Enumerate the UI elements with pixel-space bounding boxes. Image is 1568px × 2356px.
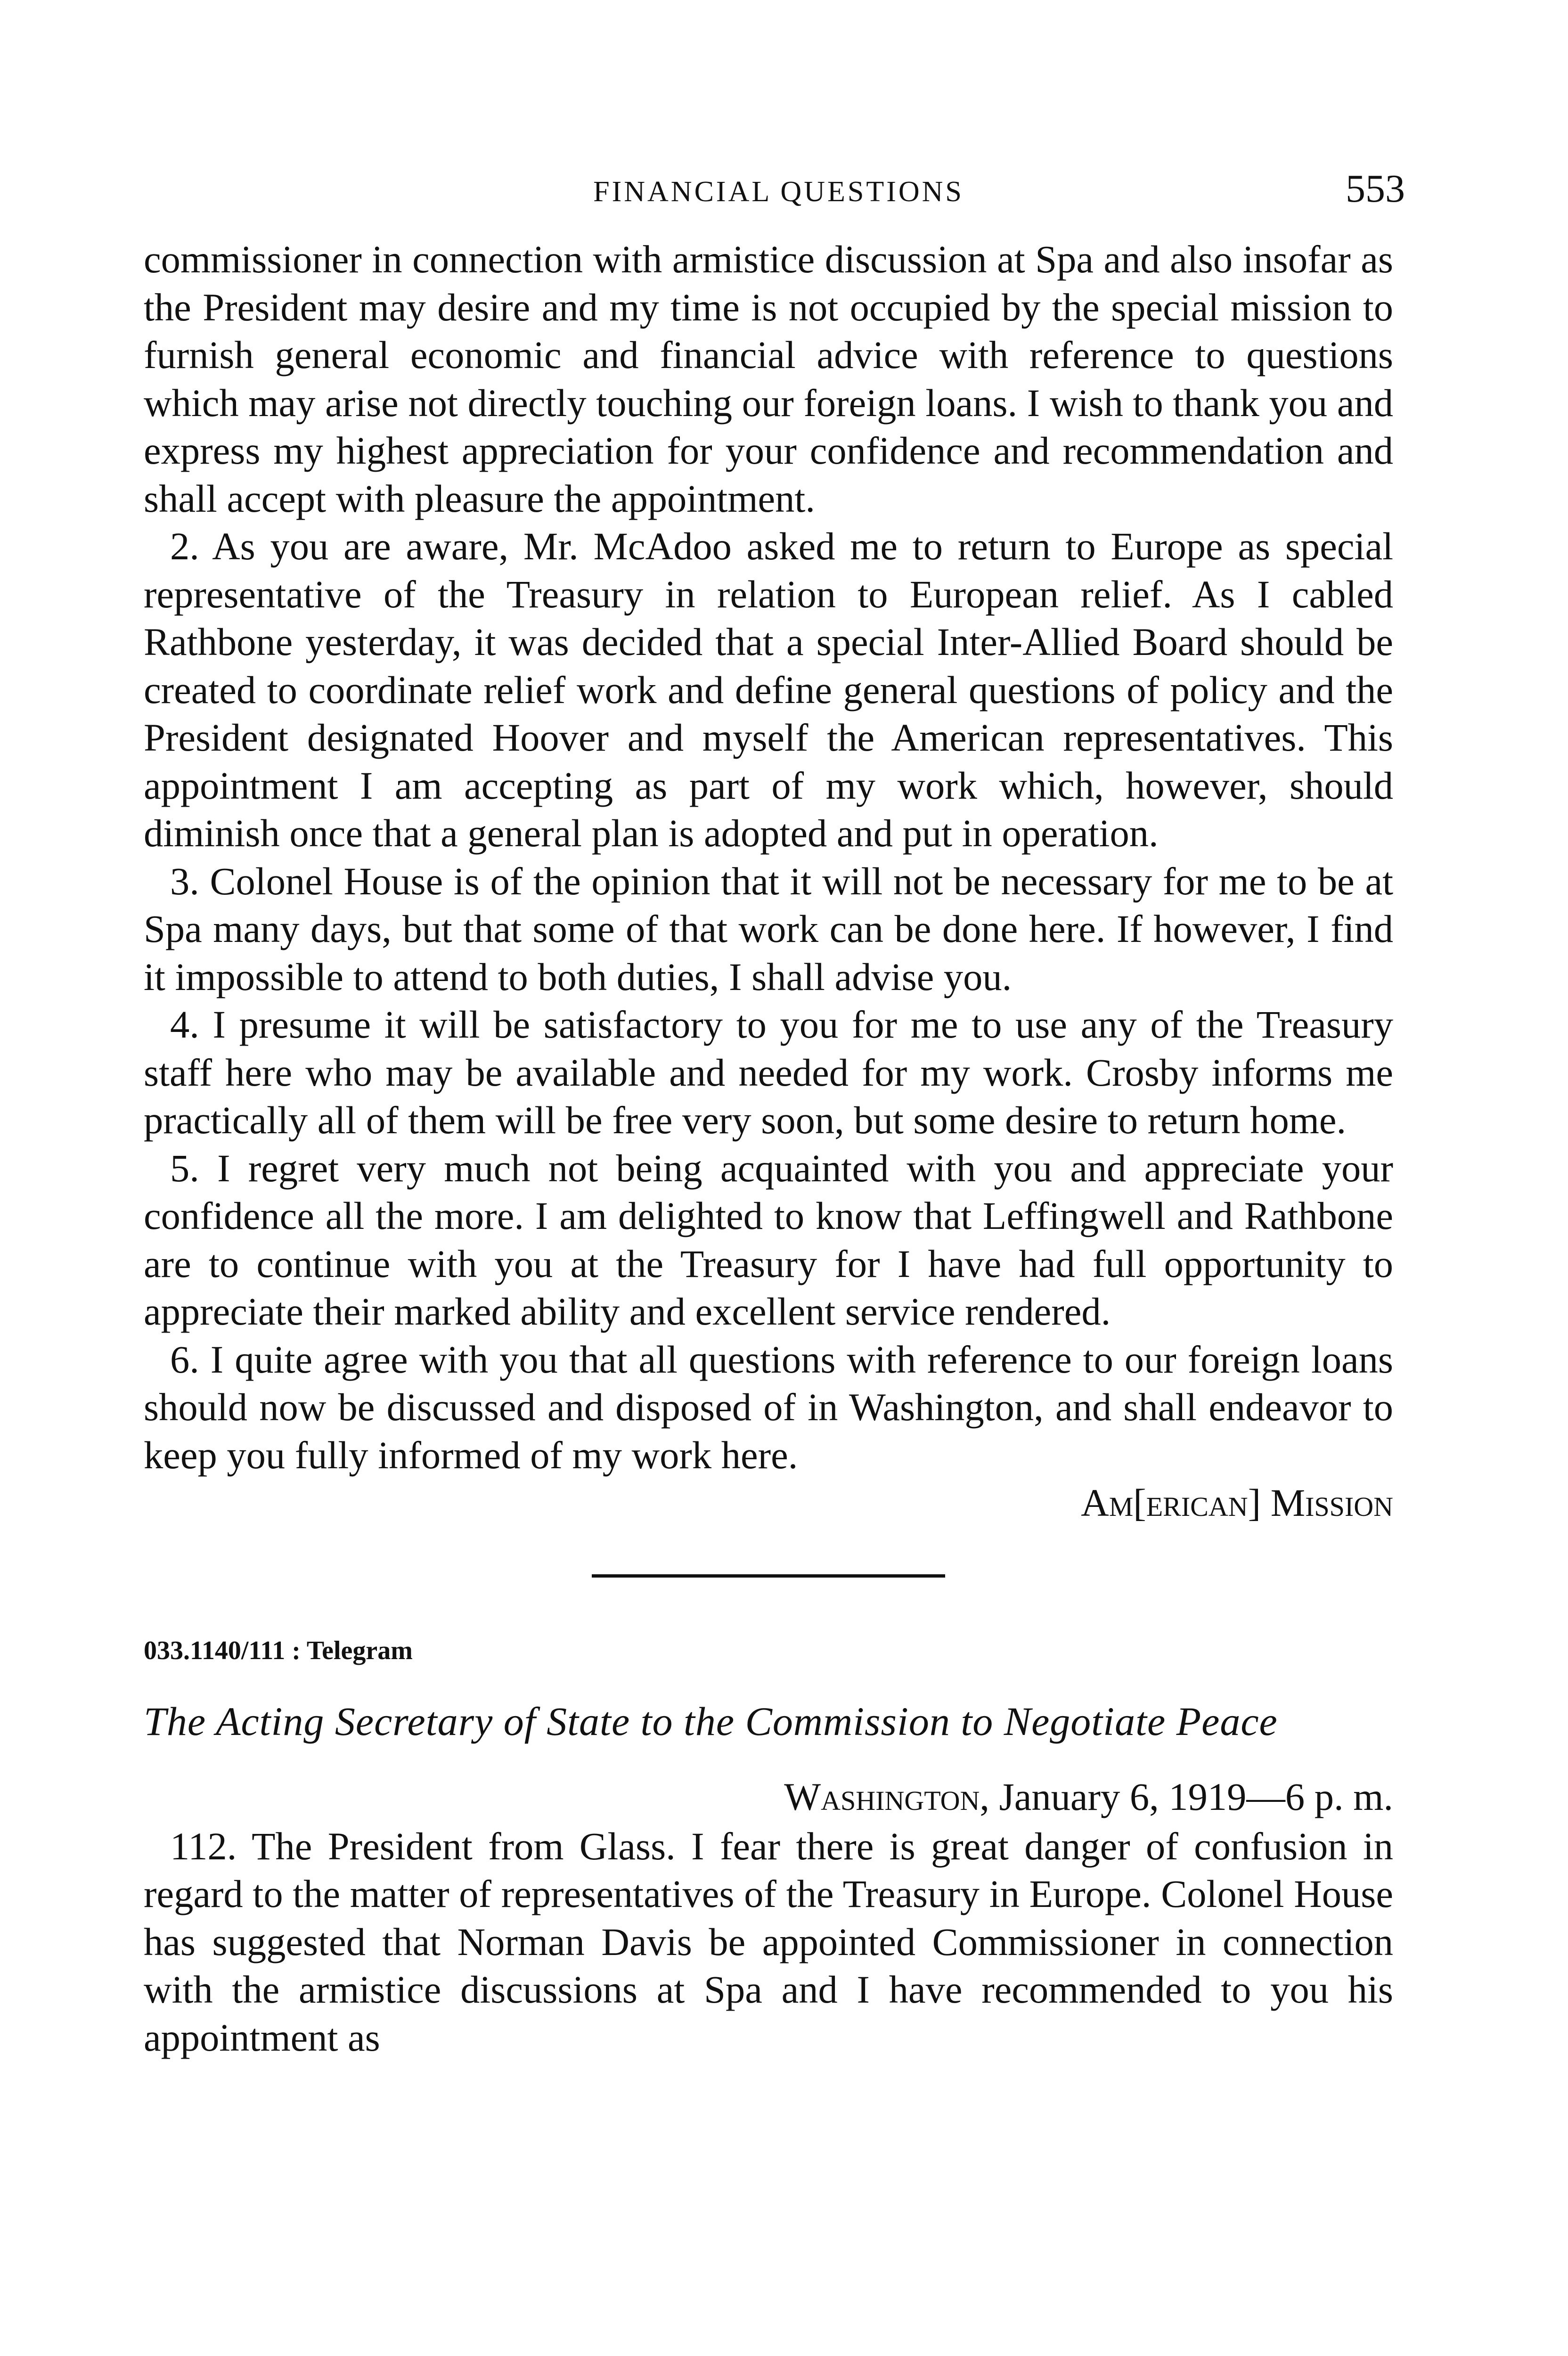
running-head: FINANCIAL QUESTIONS [593,176,964,208]
dateline [144,1771,1393,1823]
body-text [144,236,1393,2062]
signature: Am[erican] Mission [1081,1481,1393,1524]
page-header [144,167,1413,221]
paragraph-5: 5. I regret very much not being acquainted with you and appreciate your confidence all the more. I am delighted to know that Leffingwell and Rathbone are to continue with you at the Treasury for I have had full opportunity to appreciate their marked ability and excellent service rendered. [144,1146,1393,1333]
paragraph-4: 4. I presume it will be satisfactory to you for me to use any of the Treasury staff here who may be available and needed for my work. Crosby informs me practically all of them will be free very soon, but some desire to return home. [144,1003,1393,1142]
page-number: 553 [1346,167,1405,211]
file-reference: 033.1140/111 : Telegram [144,1636,413,1665]
dateline-place: Washington [784,1775,980,1818]
paragraph-6: 6. I quite agree with you that all questions with reference to our foreign loans should now be discussed and disposed of in Washington, and shall endeavor to keep you fully informed of my work here. [144,1337,1393,1477]
paragraph-3: 3. Colonel House is of the opinion that it will not be necessary for me to be at Spa many days, but that some of that work can be done here. If however, I find it impossible to attend to both duties, I shall advise you. [144,859,1393,998]
dateline-date: , January 6, 1919—6 p. m. [980,1775,1393,1818]
paragraph-2: 2. As you are aware, Mr. McAdoo asked me to return to Europe as special representative of the Treasury in relation to European relief. As I cabled Rathbone yesterday, it was decided that a special Inter-Allied Board should be created to coordinate relief work and define general questions of policy and the President designated Hoover and myself the American representatives. This appointment I am accepting as part of my work which, however, should diminish once that a general plan is adopted and put in operation. [144,524,1393,855]
paragraph-continuation: commissioner in connection with armistice discussion at Spa and also insofar as the President may desire and my time is not occupied by the special mission to furnish general economic and financial advice with reference to questions which may arise not directly touching our foreign loans. I wish to thank you and express my highest appreciation for your confidence and recommendation and shall accept with pleasure the appointment. [144,237,1393,520]
telegram-paragraph-1: 112. The President from Glass. I fear there is great danger of confusion in regard to the matter of representatives of the Treasury in Europe. Colonel House has suggested that Norman Davis be appointed Commissioner in connection with the armistice discussions at Spa and I have recommended to you his appointment as [144,1824,1393,2059]
section-divider [592,1574,945,1578]
document-title: The Acting Secretary of State to the Commission to Negotiate Peace [144,1698,1278,1744]
